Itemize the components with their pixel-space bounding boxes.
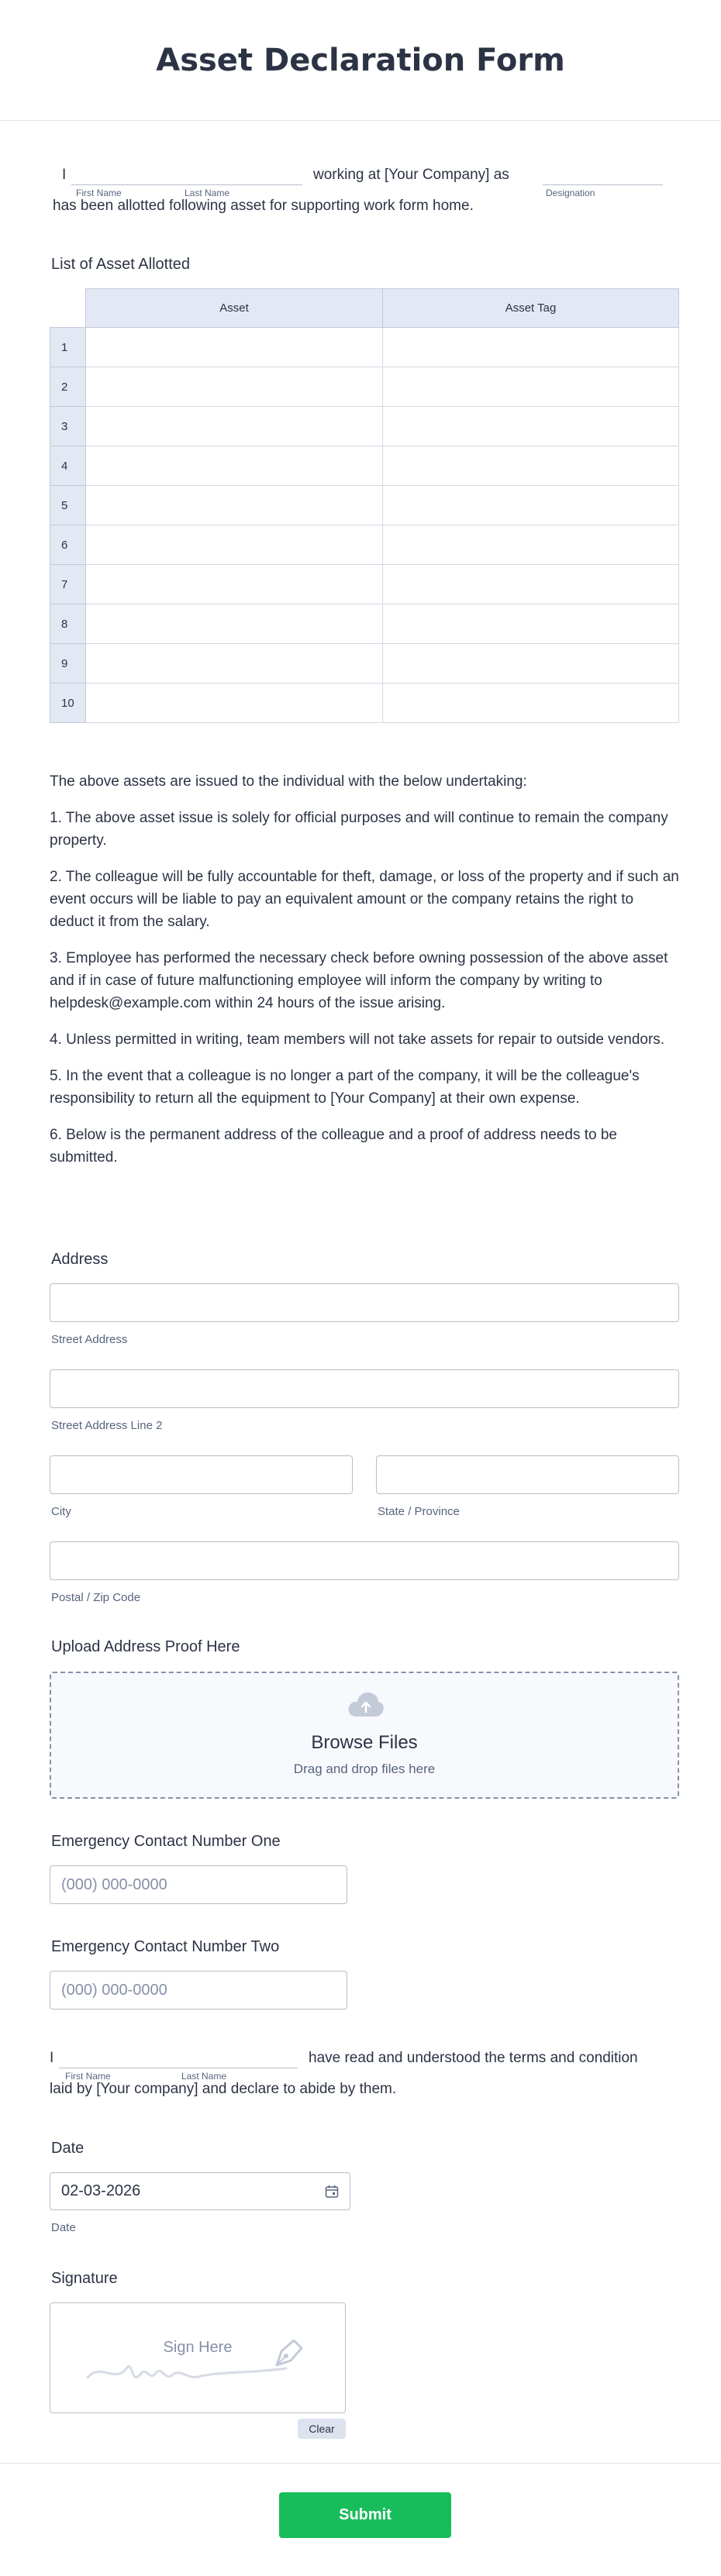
table-row (50, 644, 679, 684)
browse-files-text[interactable]: Browse Files (311, 1732, 418, 1753)
state-input[interactable] (376, 1455, 679, 1494)
asset-cell-input[interactable] (86, 486, 383, 525)
row-number: 6 (50, 525, 86, 565)
asset-tag-cell-input[interactable] (383, 486, 679, 525)
row-number: 2 (50, 367, 86, 407)
date-sublabel: Date (51, 2221, 76, 2234)
asset-cell-input[interactable] (86, 446, 383, 486)
declaration-suffix: has been allotted following asset for supporting work form home. (53, 198, 474, 214)
asset-tag-cell-input[interactable] (383, 446, 679, 486)
asset-cell-input[interactable] (86, 328, 383, 367)
signature-placeholder: Sign Here (163, 2339, 233, 2356)
file-upload-dropzone[interactable] (50, 1672, 679, 1799)
asset-cell-input[interactable] (86, 565, 383, 604)
street-address-line2-sublabel: Street Address Line 2 (51, 1419, 163, 1432)
page-title: Asset Declaration Form (156, 42, 565, 78)
calendar-icon[interactable] (325, 2185, 339, 2199)
declaration2-prefix: I (50, 2050, 54, 2066)
asset-tag-cell-input[interactable] (383, 328, 679, 367)
asset-table (50, 288, 679, 723)
row-number: 10 (50, 684, 86, 723)
table-row (50, 565, 679, 604)
date-label: Date (51, 2140, 85, 2157)
date-value: 02-03-2026 (61, 2182, 141, 2199)
assets-label: List of Asset Allotted (51, 256, 190, 273)
designation-input[interactable] (543, 164, 663, 184)
upload-label: Upload Address Proof Here (51, 1638, 240, 1655)
emergency-two-input[interactable] (50, 1971, 347, 2009)
term-item: 6. Below is the permanent address of the colleague and a proof of address needs to be submitted. (50, 1127, 617, 1166)
asset-cell-input[interactable] (86, 684, 383, 723)
term-item: 4. Unless permitted in writing, team members will not take assets for repair to outside vendors. (50, 1031, 665, 1048)
asset-cell-input[interactable] (86, 367, 383, 407)
pen-icon (271, 2336, 306, 2371)
asset-tag-cell-input[interactable] (383, 367, 679, 407)
drag-drop-hint: Drag and drop files here (293, 1762, 436, 1776)
table-corner (50, 289, 86, 328)
term-item: 1. The above asset issue is solely for official purposes and will continue to remain the company property. (50, 810, 668, 849)
submit-button[interactable]: Submit (279, 2492, 451, 2538)
form-header (0, 0, 721, 121)
street-address-line2-input[interactable] (50, 1369, 679, 1408)
row-number: 3 (50, 407, 86, 446)
asset-cell-input[interactable] (86, 525, 383, 565)
asset-tag-cell-input[interactable] (383, 407, 679, 446)
designation-label: Designation (546, 188, 595, 198)
designation-underline (543, 184, 663, 185)
column-header-asset: Asset (86, 289, 383, 328)
signature-label: Signature (51, 2270, 118, 2287)
row-number: 7 (50, 565, 86, 604)
declaration-middle-text: working at [Your Company] as (313, 167, 509, 183)
term-item: 2. The colleague will be fully accountable for theft, damage, or loss of the property and if such an event occurs will be liable to pay an equivalent amount or the company retains the right to deduct it from the salary. (50, 869, 679, 930)
first-name-input[interactable] (71, 164, 177, 184)
asset-cell-input[interactable] (86, 644, 383, 684)
terms-section (50, 770, 679, 1183)
emergency-one-input[interactable] (50, 1865, 347, 1904)
asset-cell-input[interactable] (86, 407, 383, 446)
row-number: 5 (50, 486, 86, 525)
asset-tag-cell-input[interactable] (383, 565, 679, 604)
emergency-one-placeholder: (000) 000-0000 (61, 1876, 167, 1893)
emergency-one-label: Emergency Contact Number One (51, 1833, 281, 1850)
cloud-upload-icon (347, 1690, 385, 1718)
column-header-asset-tag: Asset Tag (383, 289, 679, 328)
first-name2-input[interactable] (59, 2047, 172, 2068)
declaration2-suffix: laid by [Your company] and declare to abide by them. (50, 2081, 397, 2097)
table-row (50, 446, 679, 486)
last-name-label: Last Name (185, 188, 230, 198)
city-sublabel: City (51, 1505, 71, 1518)
asset-cell-input[interactable] (86, 604, 383, 644)
asset-tag-cell-input[interactable] (383, 644, 679, 684)
name-underline (71, 184, 302, 185)
terms-intro: The above assets are issued to the individual with the below undertaking: (50, 773, 527, 790)
clear-signature-button[interactable]: Clear (298, 2419, 346, 2439)
asset-tag-cell-input[interactable] (383, 684, 679, 723)
table-row (50, 367, 679, 407)
first-name2-label: First Name (65, 2071, 111, 2082)
last-name2-input[interactable] (178, 2047, 296, 2068)
street-address-sublabel: Street Address (51, 1333, 128, 1346)
city-input[interactable] (50, 1455, 353, 1494)
table-row (50, 486, 679, 525)
postal-code-input[interactable] (50, 1541, 679, 1580)
table-row (50, 684, 679, 723)
state-sublabel: State / Province (378, 1505, 460, 1518)
asset-tag-cell-input[interactable] (383, 604, 679, 644)
row-number: 8 (50, 604, 86, 644)
emergency-two-placeholder: (000) 000-0000 (61, 1982, 167, 1999)
row-number: 1 (50, 328, 86, 367)
emergency-two-label: Emergency Contact Number Two (51, 1938, 280, 1955)
table-row (50, 407, 679, 446)
last-name-input[interactable] (183, 164, 299, 184)
date-input[interactable] (50, 2172, 350, 2210)
table-row (50, 328, 679, 367)
asset-tag-cell-input[interactable] (383, 525, 679, 565)
signature-pad[interactable] (50, 2302, 346, 2413)
first-name-label: First Name (76, 188, 122, 198)
term-item: 5. In the event that a colleague is no longer a part of the company, it will be the colleague's responsibility to return all the equipment to [Your Company] at their own expense. (50, 1068, 640, 1107)
term-item: 3. Employee has performed the necessary check before owning possession of the above asset and if in case of future malfunctioning employee will inform the company by writing to helpdesk@example.com within 24 hours of the issue arising. (50, 950, 668, 1011)
footer-divider (0, 2463, 721, 2464)
row-number: 9 (50, 644, 86, 684)
row-number: 4 (50, 446, 86, 486)
table-row (50, 525, 679, 565)
postal-code-sublabel: Postal / Zip Code (51, 1591, 141, 1604)
address-label: Address (51, 1251, 109, 1268)
declaration-prefix: I (62, 167, 67, 183)
last-name2-label: Last Name (181, 2071, 227, 2082)
declaration2-middle-text: have read and understood the terms and condition (309, 2050, 638, 2066)
table-row (50, 604, 679, 644)
street-address-input[interactable] (50, 1283, 679, 1322)
